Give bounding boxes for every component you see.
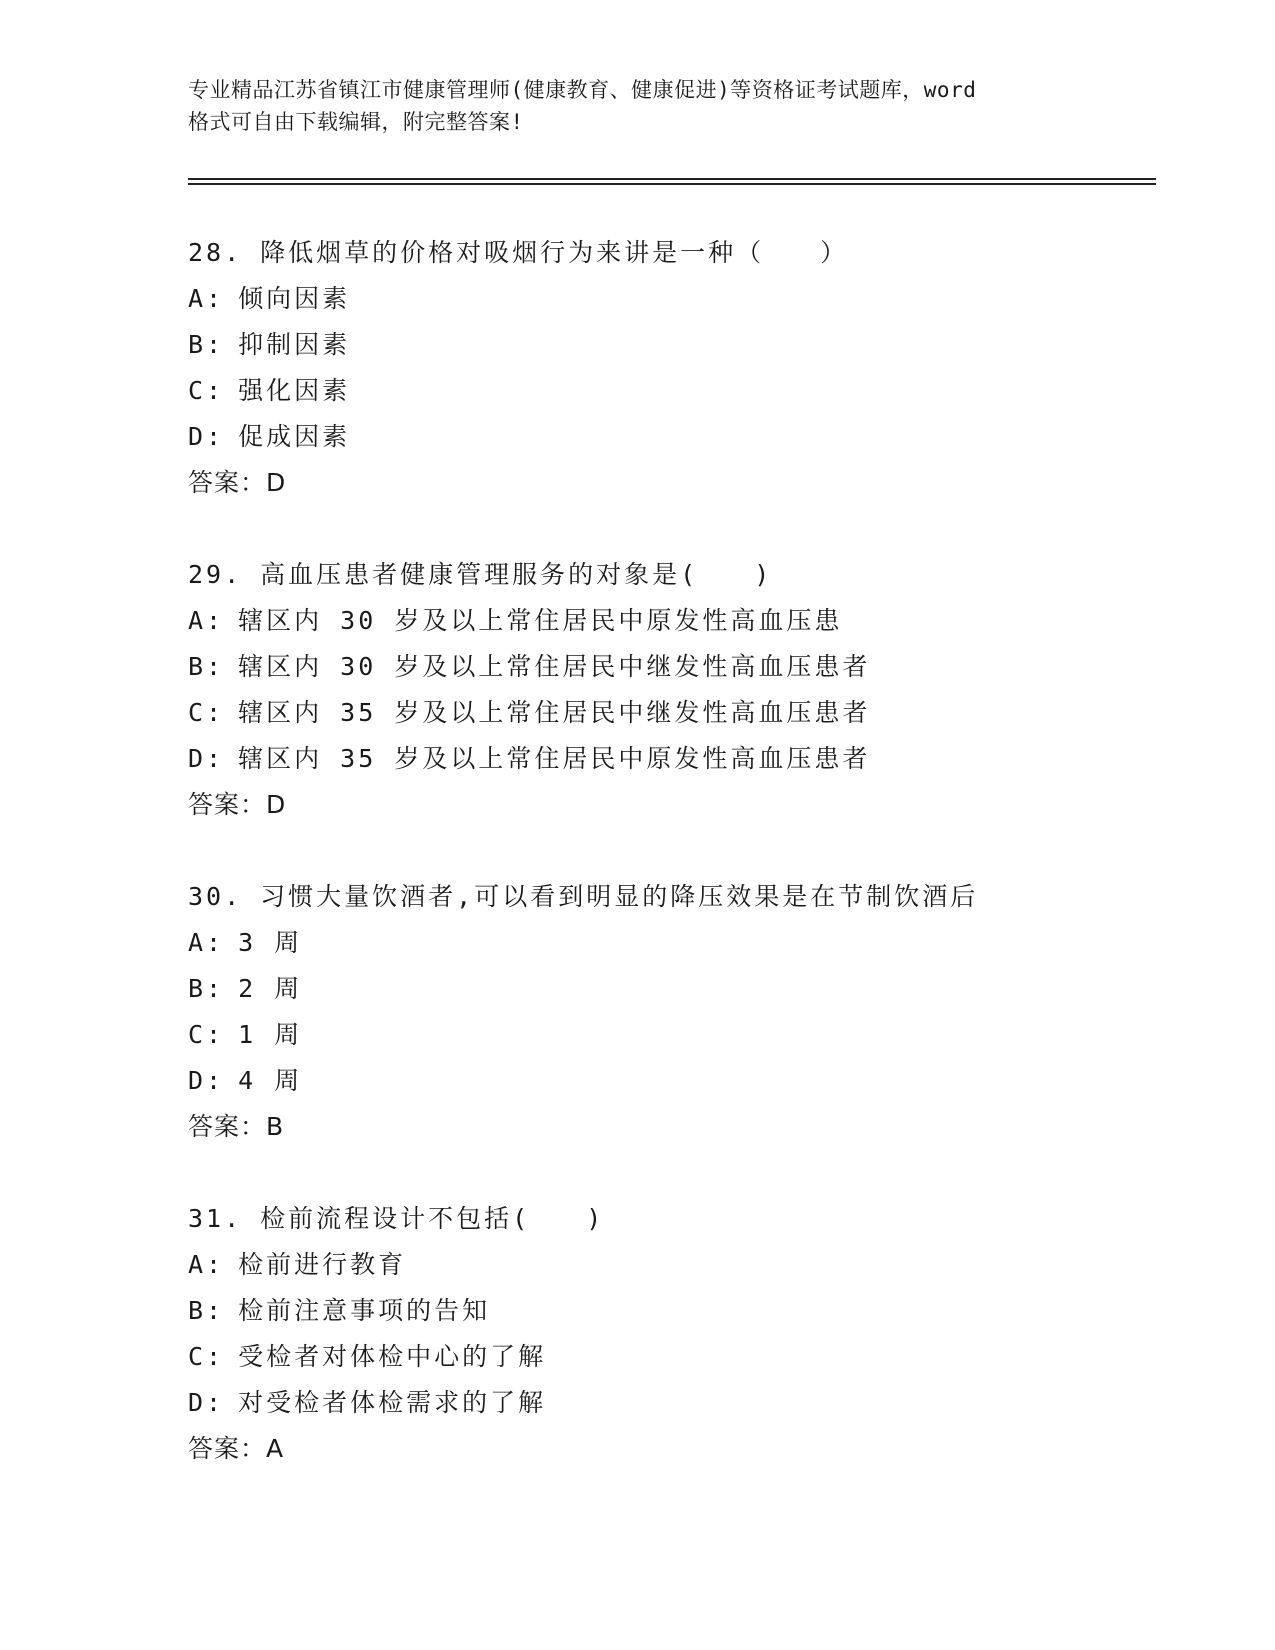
- option-c: [188, 690, 1148, 736]
- header-line-2: 格式可自由下载编辑，附完整答案!: [188, 110, 524, 134]
- question-number: 28.: [188, 238, 243, 267]
- option-letter: C:: [188, 1020, 225, 1049]
- option-d: [188, 736, 1148, 782]
- option-a: [188, 1242, 1148, 1288]
- question-text: 检前流程设计不包括( ): [260, 1204, 605, 1233]
- option-text: 4 周: [238, 1066, 303, 1095]
- question-29: [188, 552, 1148, 828]
- option-letter: B:: [188, 652, 225, 681]
- answer-line: [188, 782, 1148, 828]
- option-d: [188, 414, 1148, 460]
- option-text: 检前注意事项的告知: [238, 1296, 491, 1325]
- option-text: 2 周: [238, 974, 303, 1003]
- option-c: [188, 1334, 1148, 1380]
- option-a: [188, 276, 1148, 322]
- document-header: [188, 74, 1088, 138]
- option-letter: A:: [188, 928, 225, 957]
- option-letter: D:: [188, 1066, 225, 1095]
- option-text: 检前进行教育: [238, 1250, 407, 1279]
- option-text: 辖区内 35 岁及以上常住居民中原发性高血压患者: [238, 744, 871, 773]
- option-text: 促成因素: [238, 422, 351, 451]
- header-divider-top: [188, 178, 1156, 180]
- option-letter: A:: [188, 1250, 225, 1279]
- option-text: 抑制因素: [238, 330, 351, 359]
- option-text: 倾向因素: [238, 284, 351, 313]
- option-b: [188, 966, 1148, 1012]
- header-divider-bottom: [188, 183, 1156, 185]
- option-d: [188, 1380, 1148, 1426]
- answer-label: 答案：: [188, 1434, 267, 1463]
- answer-line: [188, 1104, 1148, 1150]
- question-stem: [188, 874, 1148, 920]
- answer-value: B: [266, 1112, 285, 1141]
- option-text: 强化因素: [238, 376, 351, 405]
- option-c: [188, 1012, 1148, 1058]
- question-number: 29.: [188, 560, 243, 589]
- question-28: [188, 230, 1148, 506]
- option-letter: C:: [188, 1342, 225, 1371]
- option-letter: D:: [188, 744, 225, 773]
- question-number: 30.: [188, 882, 243, 911]
- option-letter: A:: [188, 606, 225, 635]
- answer-line: [188, 1426, 1148, 1472]
- option-letter: D:: [188, 1388, 225, 1417]
- question-text: 降低烟草的价格对吸烟行为来讲是一种（ ）: [260, 238, 849, 267]
- answer-label: 答案：: [188, 1112, 267, 1141]
- answer-label: 答案：: [188, 790, 267, 819]
- option-letter: C:: [188, 698, 225, 727]
- option-letter: A:: [188, 284, 225, 313]
- question-stem: [188, 552, 1148, 598]
- question-number: 31.: [188, 1204, 243, 1233]
- option-text: 1 周: [238, 1020, 303, 1049]
- option-letter: D:: [188, 422, 225, 451]
- header-line-1: 专业精品江苏省镇江市健康管理师(健康教育、健康促进)等资格证考试题库，word: [188, 78, 977, 102]
- option-c: [188, 368, 1148, 414]
- option-d: [188, 1058, 1148, 1104]
- answer-label: 答案：: [188, 468, 267, 497]
- option-text: 受检者对体检中心的了解: [238, 1342, 547, 1371]
- option-text: 对受检者体检需求的了解: [238, 1388, 547, 1417]
- question-stem: [188, 230, 1148, 276]
- option-text: 辖区内 35 岁及以上常住居民中继发性高血压患者: [238, 698, 871, 727]
- option-text: 辖区内 30 岁及以上常住居民中继发性高血压患者: [238, 652, 871, 681]
- option-b: [188, 322, 1148, 368]
- question-30: [188, 874, 1148, 1150]
- answer-value: A: [266, 1434, 285, 1463]
- option-b: [188, 644, 1148, 690]
- answer-line: [188, 460, 1148, 506]
- option-a: [188, 920, 1148, 966]
- question-text: 习惯大量饮酒者,可以看到明显的降压效果是在节制饮酒后: [260, 882, 979, 911]
- question-31: [188, 1196, 1148, 1472]
- option-a: [188, 598, 1148, 644]
- option-letter: B:: [188, 974, 225, 1003]
- option-letter: B:: [188, 330, 225, 359]
- option-letter: B:: [188, 1296, 225, 1325]
- option-b: [188, 1288, 1148, 1334]
- answer-value: D: [266, 790, 287, 819]
- option-text: 3 周: [238, 928, 303, 957]
- option-letter: C:: [188, 376, 225, 405]
- option-text: 辖区内 30 岁及以上常住居民中原发性高血压患: [238, 606, 843, 635]
- question-stem: [188, 1196, 1148, 1242]
- question-text: 高血压患者健康管理服务的对象是( ): [260, 560, 773, 589]
- answer-value: D: [266, 468, 287, 497]
